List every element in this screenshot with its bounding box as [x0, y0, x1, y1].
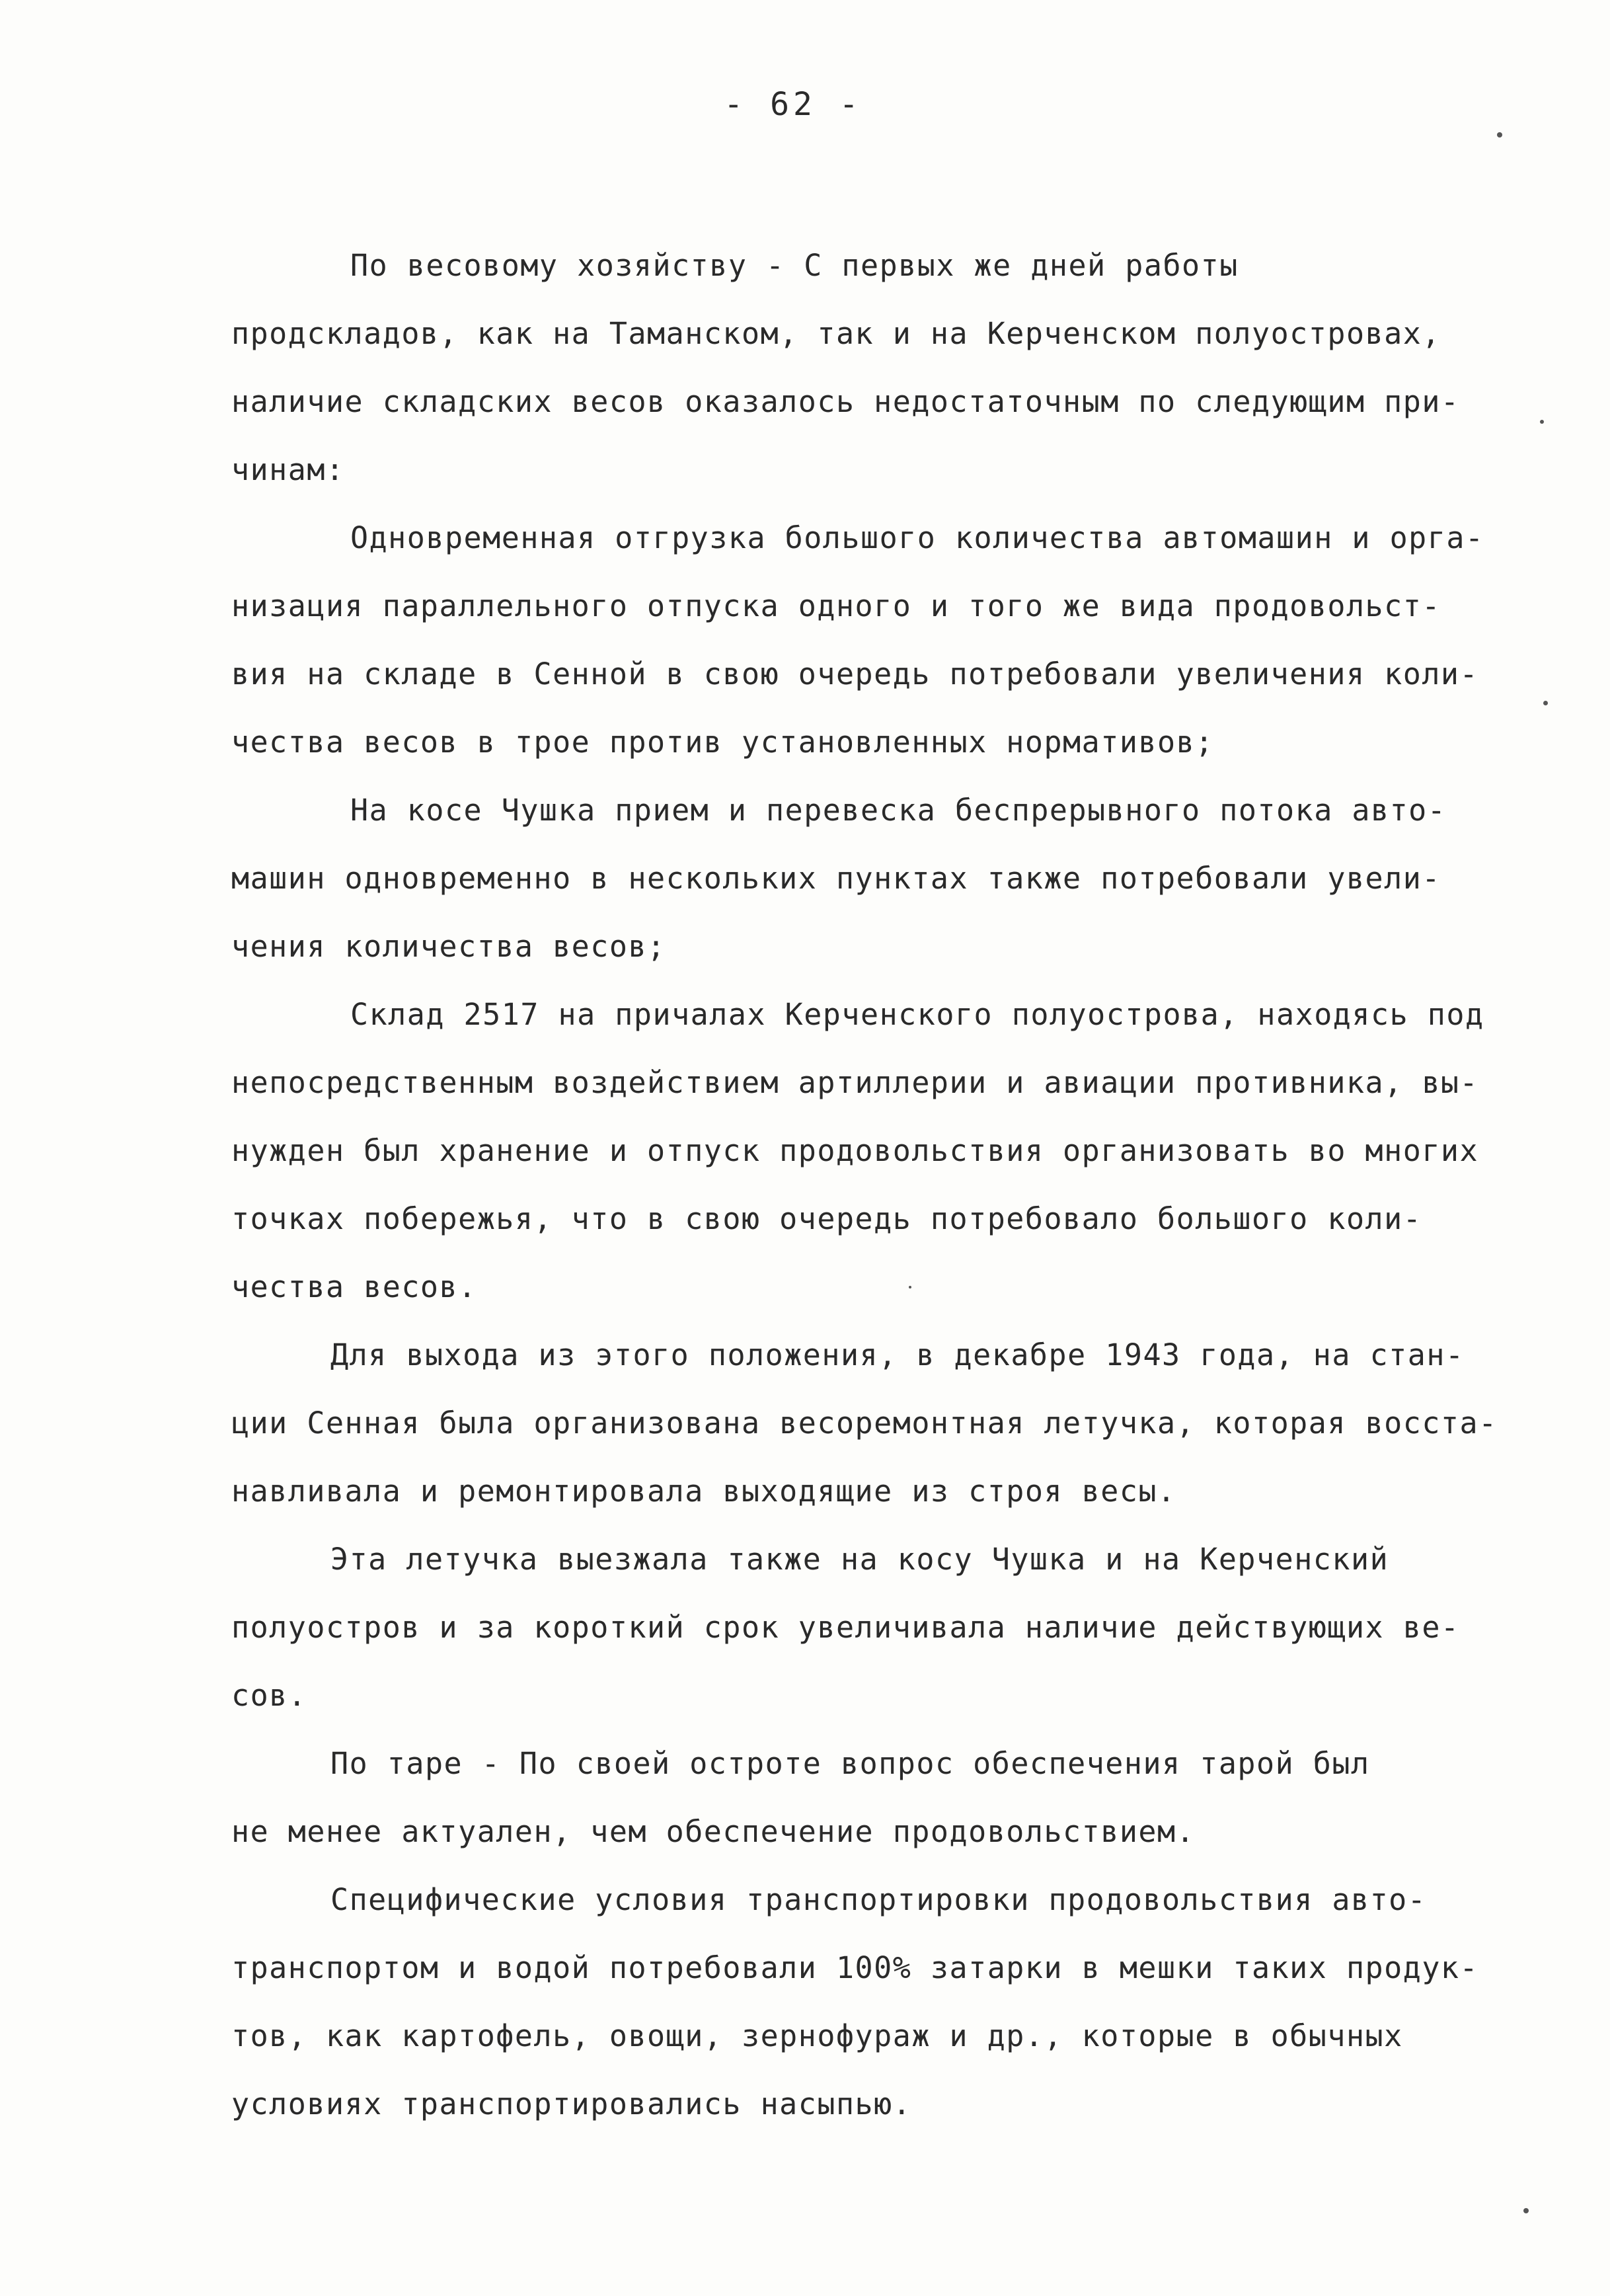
text-line: Эта летучка выезжала также на косу Чушка и на Керченский — [330, 1542, 1389, 1577]
text-line: вия на складе в Сенной в свою очередь потребовали увеличения коли- — [231, 656, 1479, 692]
body-text — [231, 231, 1593, 2138]
page-number: - 62 - — [724, 86, 862, 123]
text-line: низация параллельного отпуска одного и того же вида продовольст- — [231, 588, 1441, 623]
text-line: непосредственным воздействием артиллерии и авиации противника, вы- — [231, 1065, 1479, 1100]
scan-speck — [909, 1286, 911, 1288]
scan-speck — [1497, 132, 1502, 138]
scan-speck — [1543, 701, 1548, 705]
scan-speck — [1540, 420, 1544, 424]
text-line: По весовому хозяйству - С первых же дней работы — [350, 248, 1239, 283]
text-line: На косе Чушка прием и перевеска беспрерывного потока авто- — [350, 793, 1447, 828]
text-line: Специфические условия транспортировки продовольствия авто- — [330, 1882, 1427, 1917]
text-line: точках побережья, что в свою очередь потребовало большого коли- — [231, 1201, 1422, 1236]
text-line: не менее актуален, чем обеспечение продовольствием. — [231, 1814, 1196, 1849]
text-line: чинам: — [231, 452, 345, 487]
text-line: Одновременная отгрузка большого количества автомашин и орга- — [350, 520, 1484, 555]
text-line: полуостров и за короткий срок увеличивала наличие действующих ве- — [231, 1610, 1460, 1645]
text-line: продскладов, как на Таманском, так и на Керченском полуостровах, — [231, 316, 1441, 351]
scan-speck — [1523, 2208, 1529, 2213]
text-line: наличие складских весов оказалось недостаточным по следующим при- — [231, 384, 1460, 419]
text-line: навливала и ремонтировала выходящие из строя весы. — [231, 1474, 1176, 1509]
text-line: По таре - По своей остроте вопрос обеспечения тарой был — [330, 1746, 1370, 1781]
text-line: условиях транспортировались насыпью. — [231, 2086, 912, 2121]
text-line: Склад 2517 на причалах Керченского полуострова, находясь под — [350, 997, 1484, 1032]
text-line: тов, как картофель, овощи, зернофураж и др., которые в обычных — [231, 2018, 1403, 2053]
text-line: нужден был хранение и отпуск продовольствия организовать во многих — [231, 1133, 1479, 1168]
text-line: чения количества весов; — [231, 929, 666, 964]
text-line: ции Сенная была организована весоремонтная летучка, которая восста- — [231, 1405, 1498, 1441]
text-line: транспортом и водой потребовали 100% затарки в мешки таких продук- — [231, 1950, 1479, 1985]
text-line: сов. — [231, 1678, 307, 1713]
text-line: чества весов. — [231, 1269, 477, 1304]
text-line: чества весов в трое против установленных нормативов; — [231, 725, 1214, 760]
text-line: Для выхода из этого положения, в декабре 1943 года, на стан- — [330, 1337, 1465, 1372]
text-line: машин одновременно в нескольких пунктах также потребовали увели- — [231, 861, 1441, 896]
